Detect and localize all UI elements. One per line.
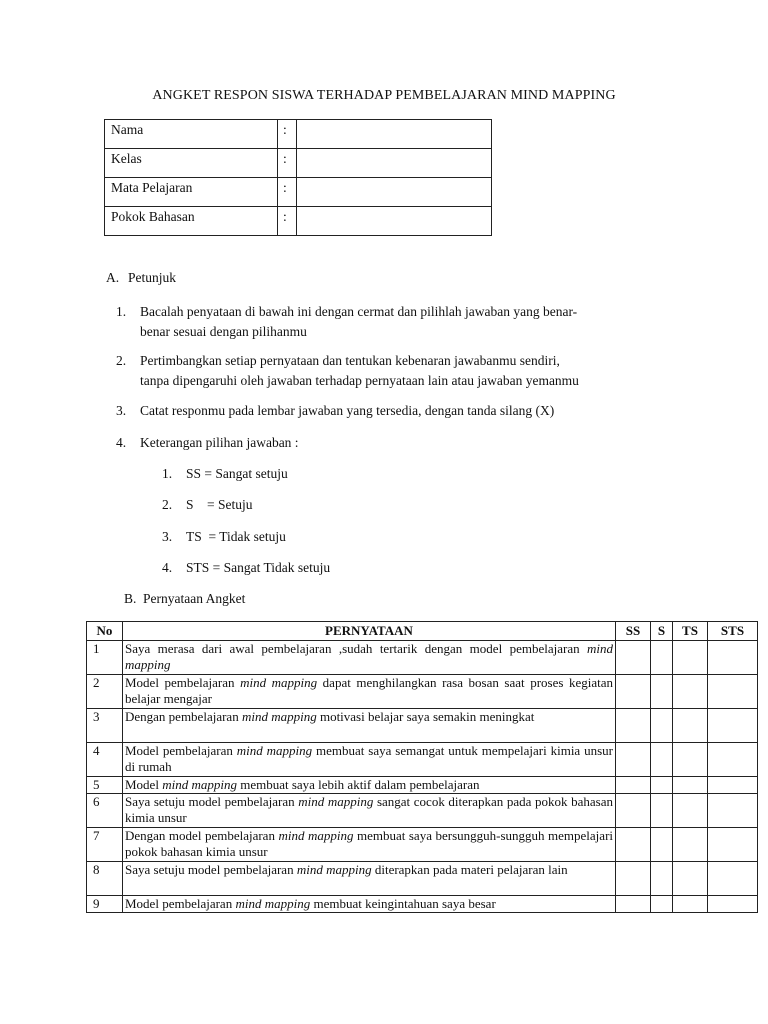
answer-cell-ss[interactable]: [616, 794, 651, 828]
answer-cell-sts[interactable]: [708, 743, 758, 777]
instruction-number: 1.: [116, 304, 127, 319]
answer-cell-ss[interactable]: [616, 743, 651, 777]
statement-text: [123, 709, 616, 743]
statement-part: Model pembelajaran: [125, 896, 236, 911]
identity-value-field[interactable]: [297, 178, 492, 207]
row-number: 6: [87, 794, 123, 828]
row-number: 1: [87, 641, 123, 675]
identity-colon: :: [278, 120, 297, 149]
answer-cell-ts[interactable]: [673, 896, 708, 913]
identity-value-field[interactable]: [297, 207, 492, 236]
identity-table: [104, 119, 492, 236]
header-pernyataan: PERNYATAAN: [123, 622, 616, 641]
answer-cell-sts[interactable]: [708, 896, 758, 913]
instruction-line: Pertimbangkan setiap pernyataan dan tentukan kebenaran jawabanmu sendiri,: [140, 353, 560, 368]
statement-emphasis: mind mapping: [241, 709, 317, 724]
instruction-number: 3.: [116, 403, 127, 418]
row-number: 5: [87, 777, 123, 794]
answer-cell-s[interactable]: [651, 675, 673, 709]
statement-part: Dengan pembelajaran: [125, 709, 242, 724]
identity-label: Mata Pelajaran: [105, 178, 278, 207]
table-row: [87, 641, 758, 675]
identity-label: Nama: [105, 120, 278, 149]
statement-part: membuat saya semangat untuk mempelajari kimia unsur di rumah: [125, 743, 613, 774]
statement-text: [123, 777, 616, 794]
identity-row-pokok-bahasan: [105, 207, 492, 236]
answer-cell-s[interactable]: [651, 862, 673, 896]
answer-cell-s[interactable]: [651, 709, 673, 743]
statement-emphasis: mind mapping: [235, 896, 311, 911]
answer-cell-ss[interactable]: [616, 641, 651, 675]
instruction-item: [140, 302, 650, 341]
header-no: No: [87, 622, 123, 641]
statement-part: Saya merasa dari awal pembelajaran ,sudah tertarik dengan model pembelajaran: [125, 641, 587, 656]
answer-cell-ss[interactable]: [616, 777, 651, 794]
statement-text: [123, 641, 616, 675]
answer-cell-ts[interactable]: [673, 862, 708, 896]
answer-cell-ts[interactable]: [673, 777, 708, 794]
statement-text: [123, 828, 616, 862]
statement-part: membuat keingintahuan saya besar: [310, 896, 496, 911]
answer-cell-s[interactable]: [651, 777, 673, 794]
answer-cell-sts[interactable]: [708, 828, 758, 862]
row-number: 3: [87, 709, 123, 743]
section-a-heading: Petunjuk: [128, 270, 177, 285]
option-number: 1.: [162, 466, 173, 481]
answer-cell-s[interactable]: [651, 828, 673, 862]
table-row: [87, 777, 758, 794]
identity-value-field[interactable]: [297, 120, 492, 149]
statement-part: Saya setuju model pembelajaran: [125, 794, 299, 809]
statement-part: membuat saya bersungguh-sungguh mempelajari pokok bahasan kimia unsur: [125, 828, 614, 859]
answer-cell-ts[interactable]: [673, 675, 708, 709]
option-text: SS = Sangat setuju: [186, 466, 288, 481]
instruction-line: benar sesuai dengan pilihanmu: [140, 323, 307, 339]
instruction-line: Catat responmu pada lembar jawaban yang tersedia, dengan tanda silang (X): [140, 403, 555, 418]
identity-colon: :: [278, 149, 297, 178]
answer-cell-s[interactable]: [651, 743, 673, 777]
statement-emphasis: mind mapping: [298, 794, 374, 809]
row-number: 9: [87, 896, 123, 913]
answer-cell-s[interactable]: [651, 896, 673, 913]
statement-part: motivasi belajar saya semakin meningkat: [316, 709, 535, 724]
option-number: 3.: [162, 529, 173, 544]
instruction-number: 4.: [116, 435, 127, 450]
answer-cell-ss[interactable]: [616, 828, 651, 862]
questionnaire-table: [86, 621, 758, 913]
statement-emphasis: mind mapping: [236, 743, 313, 758]
option-number: 2.: [162, 497, 173, 512]
option-number: 4.: [162, 560, 173, 575]
identity-colon: :: [278, 207, 297, 236]
statement-part: Model pembelajaran: [125, 743, 237, 758]
answer-cell-ts[interactable]: [673, 709, 708, 743]
identity-label: Pokok Bahasan: [105, 207, 278, 236]
answer-cell-sts[interactable]: [708, 675, 758, 709]
option-text: S = Setuju: [186, 497, 253, 512]
statement-part: Saya setuju model pembelajaran: [125, 862, 297, 877]
instruction-number: 2.: [116, 353, 127, 368]
statement-part: diterapkan pada materi pelajaran lain: [371, 862, 568, 877]
section-b-heading: Pernyataan Angket: [143, 591, 246, 606]
identity-row-mata-pelajaran: [105, 178, 492, 207]
answer-cell-sts[interactable]: [708, 794, 758, 828]
table-row: [87, 896, 758, 913]
answer-cell-sts[interactable]: [708, 777, 758, 794]
answer-cell-ts[interactable]: [673, 794, 708, 828]
row-number: 7: [87, 828, 123, 862]
header-ts: TS: [673, 622, 708, 641]
answer-cell-ss[interactable]: [616, 862, 651, 896]
page-title: ANGKET RESPON SISWA TERHADAP PEMBELAJARAN MIND MAPPING: [152, 88, 616, 103]
statement-text: [123, 862, 616, 896]
header-ss: SS: [616, 622, 651, 641]
table-row: [87, 794, 758, 828]
statement-part: Model pembelajaran: [125, 675, 241, 690]
statement-text: [123, 675, 616, 709]
answer-cell-sts[interactable]: [708, 641, 758, 675]
statement-emphasis: mind mapping: [125, 641, 613, 672]
row-number: 2: [87, 675, 123, 709]
option-text: TS = Tidak setuju: [186, 529, 286, 544]
statement-part: Model: [125, 777, 163, 792]
statement-emphasis: mind mapping: [240, 675, 318, 690]
answer-cell-ss[interactable]: [616, 675, 651, 709]
statement-part: sangat cocok diterapkan pada pokok bahasan kimia unsur: [125, 794, 613, 825]
option-text: STS = Sangat Tidak setuju: [186, 560, 331, 575]
statement-text: [123, 743, 616, 777]
section-a-marker: A.: [106, 270, 120, 285]
answer-cell-s[interactable]: [651, 641, 673, 675]
statement-part: Dengan model pembelajaran: [125, 828, 279, 843]
header-s: S: [651, 622, 673, 641]
identity-row-kelas: [105, 149, 492, 178]
identity-row-nama: [105, 120, 492, 149]
statement-emphasis: mind mapping: [296, 862, 372, 877]
instruction-line: Bacalah penyataan di bawah ini dengan cermat dan pilihlah jawaban yang benar-: [140, 304, 578, 319]
answer-cell-ts[interactable]: [673, 743, 708, 777]
identity-label: Kelas: [105, 149, 278, 178]
statement-part: membuat saya lebih aktif dalam pembelajaran: [236, 777, 480, 792]
row-number: 4: [87, 743, 123, 777]
instruction-line: tanpa dipengaruhi oleh jawaban terhadap pernyataan lain atau jawaban yemanmu: [140, 372, 579, 388]
statement-text: [123, 794, 616, 828]
statement-text: [123, 896, 616, 913]
row-number: 8: [87, 862, 123, 896]
statement-emphasis: mind mapping: [162, 777, 237, 792]
answer-cell-ss[interactable]: [616, 896, 651, 913]
answer-cell-sts[interactable]: [708, 862, 758, 896]
instruction-item: [140, 351, 660, 390]
header-sts: STS: [708, 622, 758, 641]
table-row: [87, 709, 758, 743]
table-header-row: [87, 622, 758, 641]
table-row: [87, 862, 758, 896]
table-row: [87, 828, 758, 862]
statement-part: dapat menghilangkan rasa bosan saat proses kegiatan belajar mengajar: [125, 675, 613, 706]
identity-colon: :: [278, 178, 297, 207]
answer-cell-ss[interactable]: [616, 709, 651, 743]
table-row: [87, 675, 758, 709]
section-b-marker: B.: [124, 591, 137, 606]
identity-value-field[interactable]: [297, 149, 492, 178]
answer-cell-s[interactable]: [651, 794, 673, 828]
answer-cell-ts[interactable]: [673, 641, 708, 675]
answer-cell-ts[interactable]: [673, 828, 708, 862]
instruction-line: Keterangan pilihan jawaban :: [140, 435, 299, 450]
answer-cell-sts[interactable]: [708, 709, 758, 743]
statement-emphasis: mind mapping: [278, 828, 354, 843]
table-row: [87, 743, 758, 777]
